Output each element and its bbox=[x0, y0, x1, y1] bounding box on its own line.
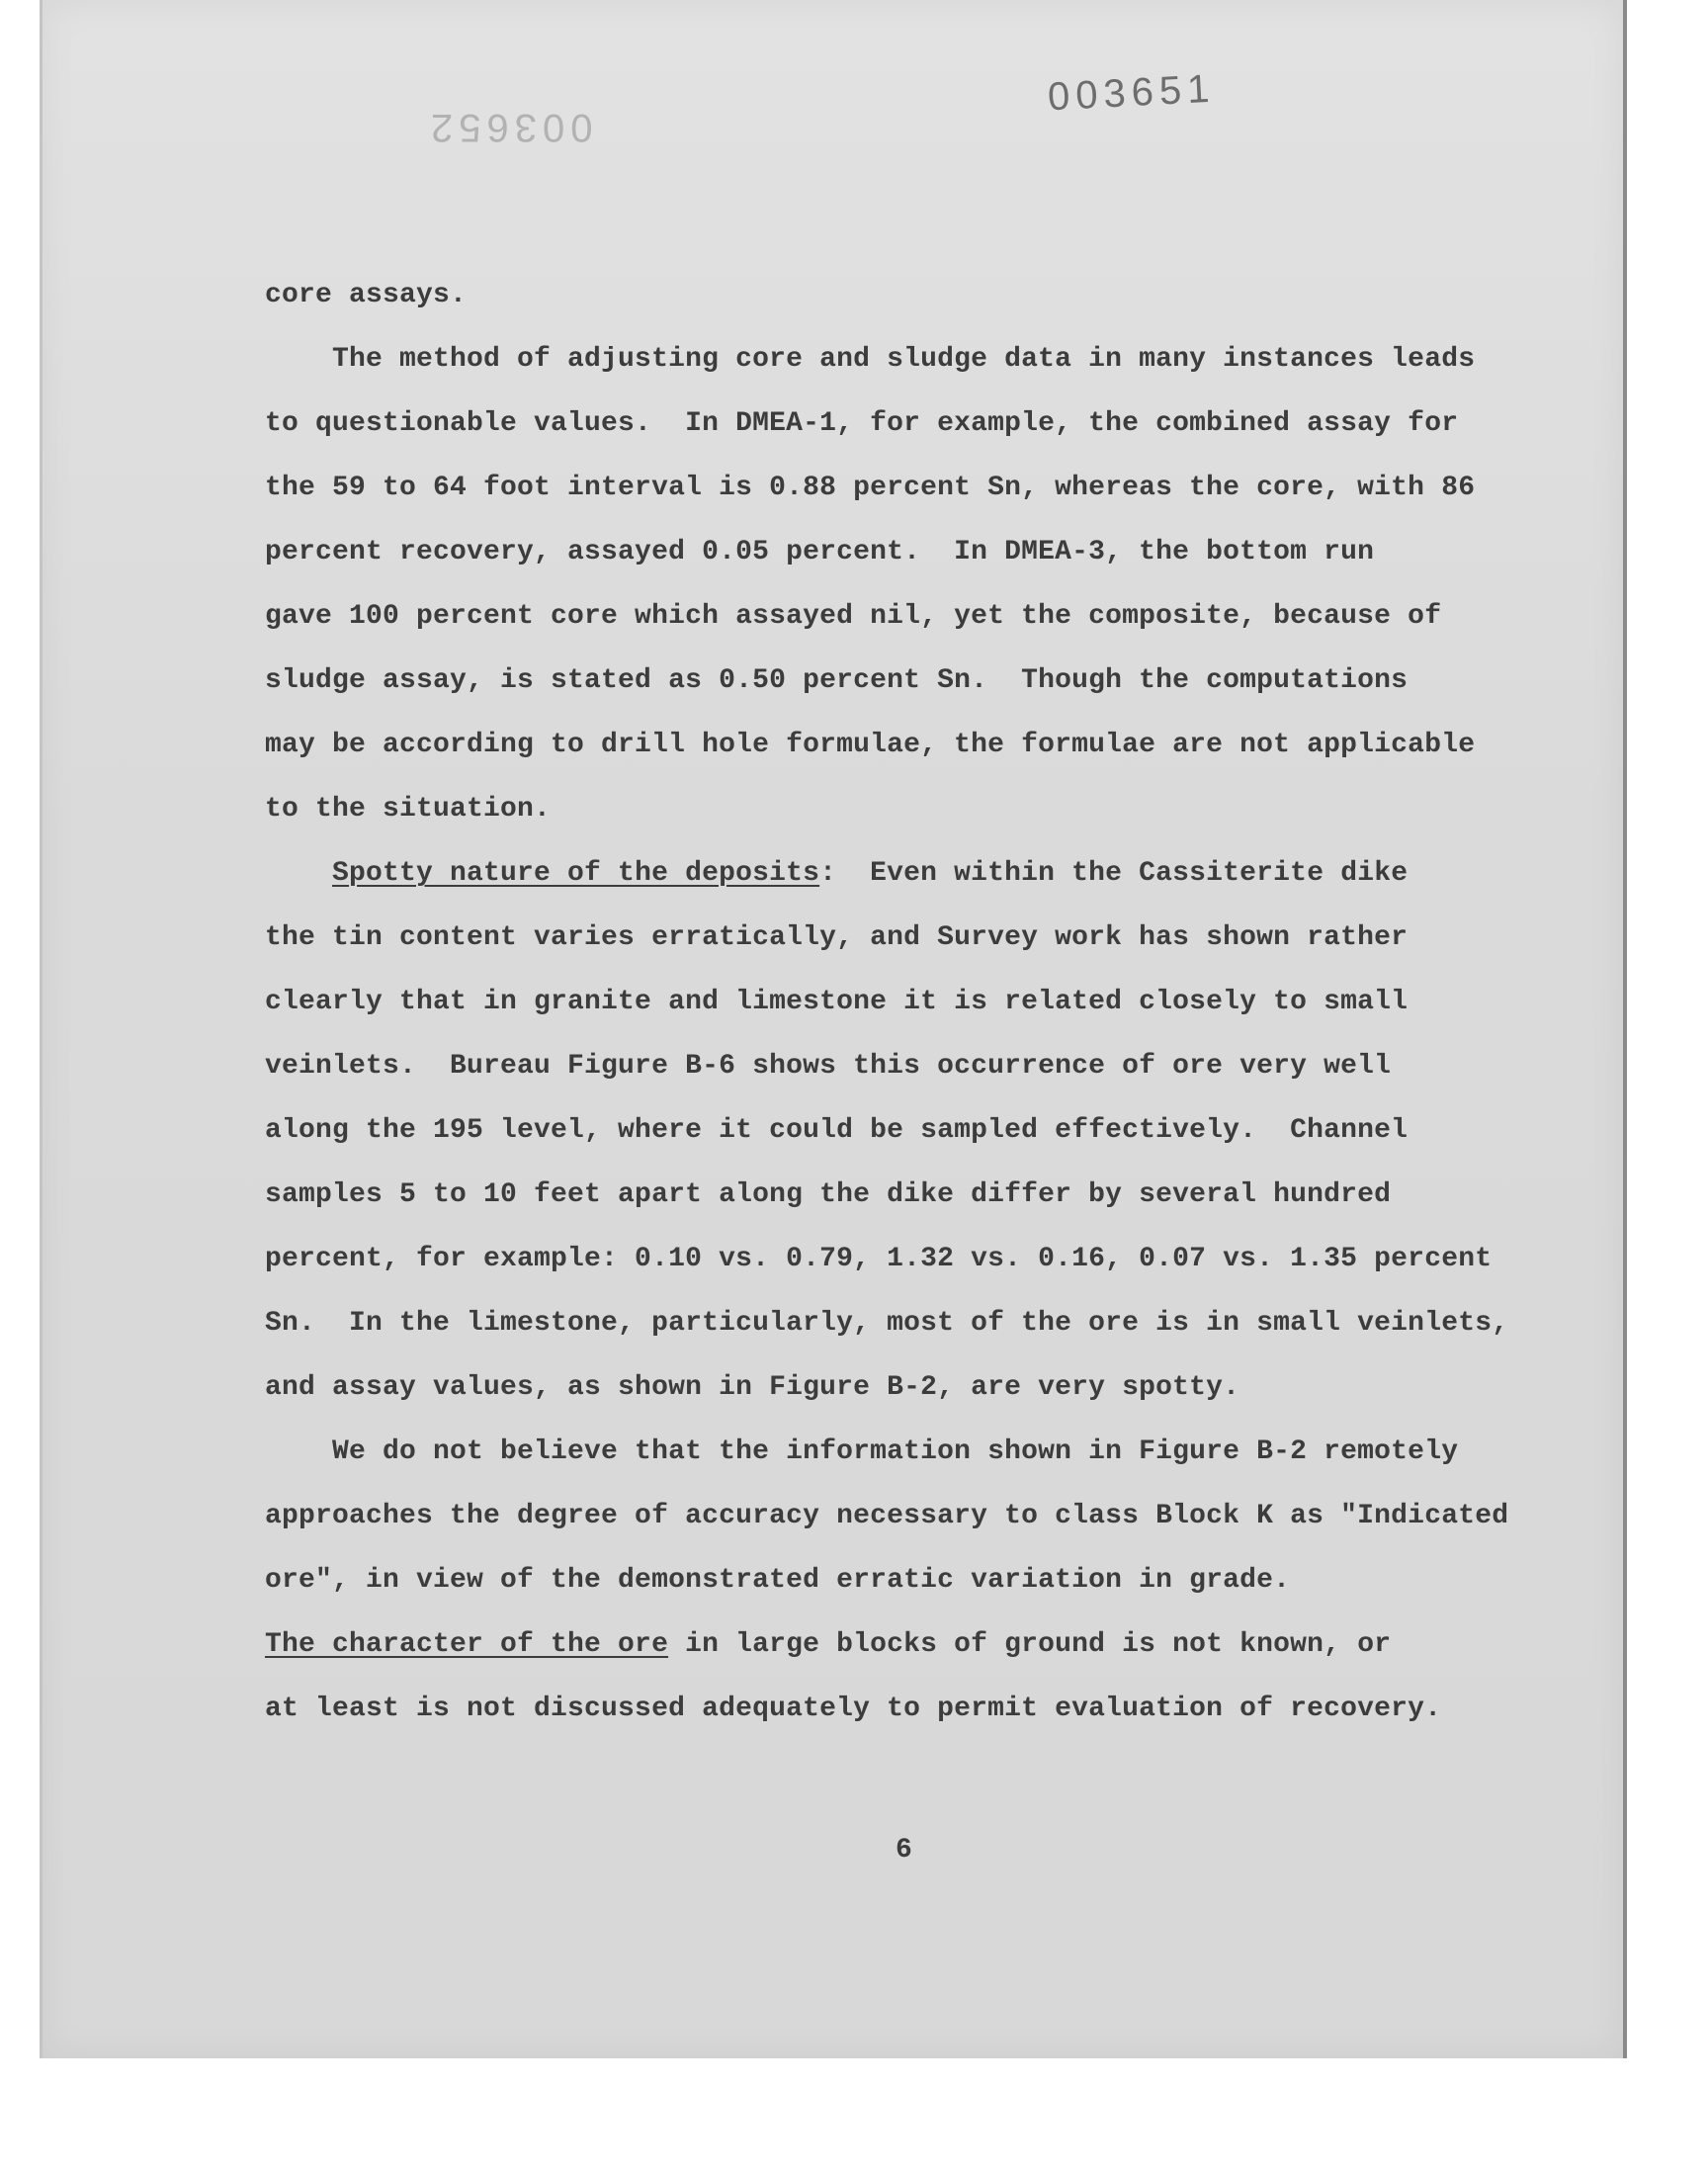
indent bbox=[265, 858, 332, 889]
body-line-19: We do not believe that the information shown in Figure B-2 remotely bbox=[265, 1436, 1459, 1467]
body-line-1: core assays. bbox=[265, 280, 468, 310]
line-text: : Even within the Cassiterite dike bbox=[819, 858, 1409, 889]
body-line-22 bbox=[265, 1629, 1391, 1660]
document-number-stamp: 003651 bbox=[1046, 66, 1217, 120]
body-line-4: the 59 to 64 foot interval is 0.88 percent Sn, whereas the core, with 86 bbox=[265, 473, 1476, 503]
body-line-11: the tin content varies erratically, and Survey work has shown rather bbox=[265, 922, 1409, 953]
body-line-16: percent, for example: 0.10 vs. 0.79, 1.32 vs. 0.16, 0.07 vs. 1.35 percent bbox=[265, 1244, 1493, 1274]
body-line-10 bbox=[265, 858, 1408, 889]
body-line-7: sludge assay, is stated as 0.50 percent Sn. Though the computations bbox=[265, 665, 1409, 696]
body-line-2: The method of adjusting core and sludge data in many instances leads bbox=[265, 344, 1476, 375]
body-line-15: samples 5 to 10 feet apart along the dike differ by several hundred bbox=[265, 1179, 1392, 1210]
body-line-9: to the situation. bbox=[265, 794, 552, 825]
line-text: in large blocks of ground is not known, or bbox=[668, 1629, 1392, 1660]
body-line-13: veinlets. Bureau Figure B-6 shows this occurrence of ore very well bbox=[265, 1051, 1392, 1082]
page-left-edge bbox=[40, 0, 43, 2058]
body-line-6: gave 100 percent core which assayed nil, yet the composite, because of bbox=[265, 601, 1442, 632]
body-line-23: at least is not discussed adequately to permit evaluation of recovery. bbox=[265, 1694, 1442, 1724]
section-heading-spotty-nature: Spotty nature of the deposits bbox=[332, 858, 820, 889]
page-number: 6 bbox=[896, 1835, 912, 1866]
body-line-5: percent recovery, assayed 0.05 percent. In DMEA-3, the bottom run bbox=[265, 537, 1375, 567]
body-line-17: Sn. In the limestone, particularly, most of the ore is in small veinlets, bbox=[265, 1308, 1509, 1339]
body-line-3: to questionable values. In DMEA-1, for example, the combined assay for bbox=[265, 408, 1459, 439]
section-heading-character-of-ore: The character of the ore bbox=[265, 1629, 669, 1660]
page-right-edge bbox=[1623, 0, 1627, 2058]
body-line-14: along the 195 level, where it could be sampled effectively. Channel bbox=[265, 1115, 1409, 1146]
body-line-8: may be according to drill hole formulae, the formulae are not applicable bbox=[265, 730, 1476, 760]
bleed-through-stamp: 003652 bbox=[425, 106, 593, 149]
body-line-18: and assay values, as shown in Figure B-2, are very spotty. bbox=[265, 1372, 1240, 1403]
body-line-12: clearly that in granite and limestone it is related closely to small bbox=[265, 987, 1409, 1017]
body-line-21: ore", in view of the demonstrated erratic variation in grade. bbox=[265, 1565, 1291, 1596]
body-line-20: approaches the degree of accuracy necessary to class Block K as "Indicated bbox=[265, 1501, 1509, 1531]
